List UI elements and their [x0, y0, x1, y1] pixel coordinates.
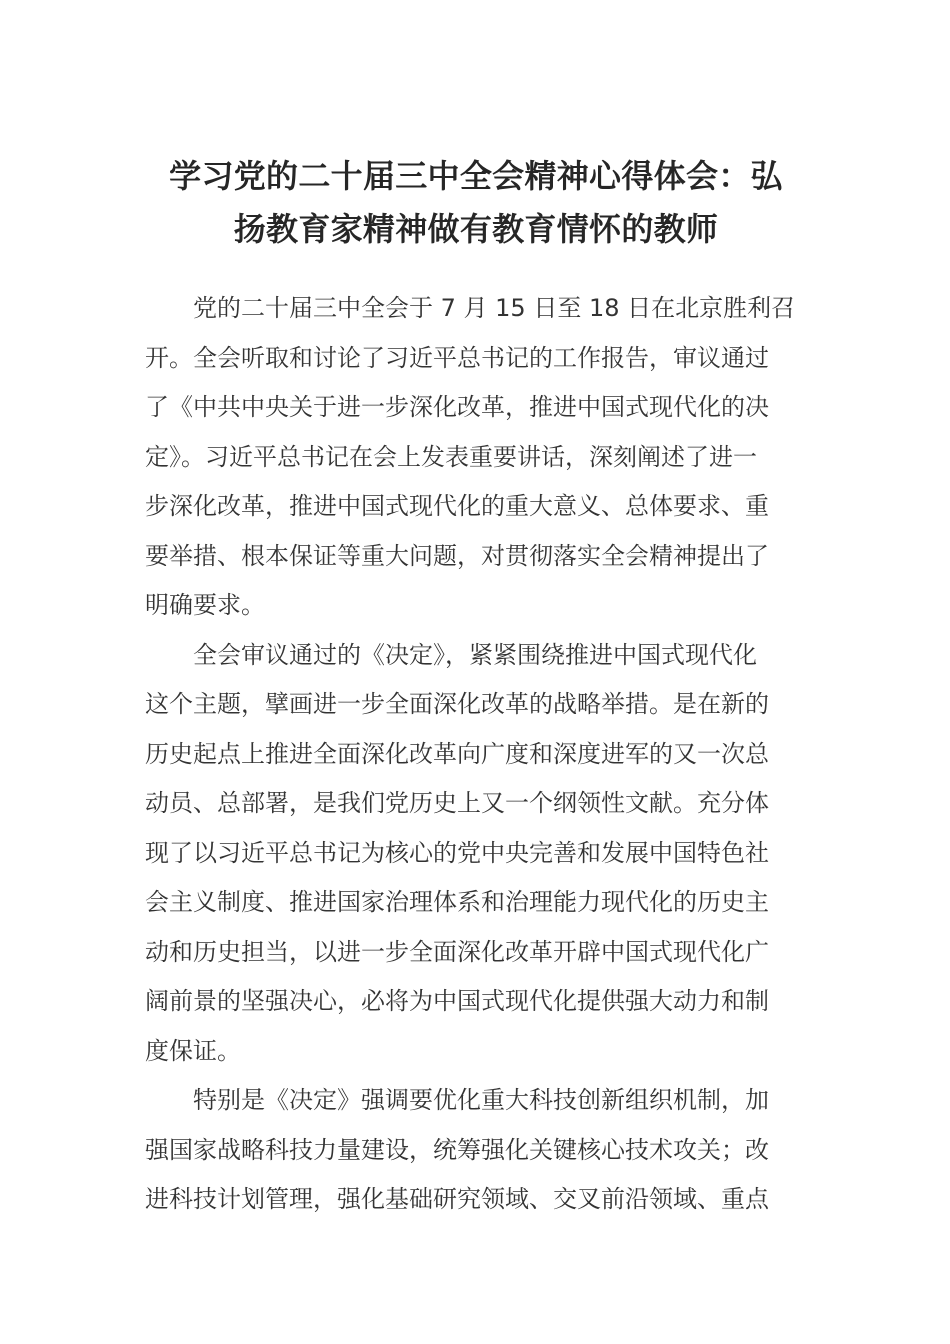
paragraph-line: 要举措、根本保证等重大问题，对贯彻落实全会精神提出了 — [145, 541, 769, 570]
paragraph-line: 这个主题，擘画进一步全面深化改革的战略举措。是在新的 — [145, 690, 769, 718]
paragraph-line: 进科技计划管理，强化基础研究领域、交叉前沿领域、重点 — [145, 1185, 769, 1213]
paragraph-line: 党的二十届三中全会于 7 月 15 日至 18 日在北京胜利召 — [193, 294, 796, 322]
document-page — [145, 150, 807, 1225]
paragraph-line: 动员、总部署，是我们党历史上又一个纲领性文献。充分体 — [145, 789, 769, 817]
paragraph-line: 动和历史担当，以进一步全面深化改革开辟中国式现代化广 — [145, 937, 769, 966]
paragraph-2 — [145, 631, 807, 1077]
paragraph-1 — [145, 284, 807, 631]
title-line: 学习党的二十届三中全会精神心得体会：弘 — [169, 157, 783, 195]
paragraph-line: 现了以习近平总书记为核心的党中央完善和发展中国特色社 — [145, 838, 769, 867]
paragraph-line: 定》。习近平总书记在会上发表重要讲话，深刻阐述了进一 — [145, 442, 757, 471]
paragraph-line: 开。全会听取和讨论了习近平总书记的工作报告，审议通过 — [145, 343, 769, 372]
paragraph-line: 明确要求。 — [145, 591, 265, 619]
paragraph-line: 度保证。 — [145, 1036, 241, 1065]
paragraph-line: 步深化改革，推进中国式现代化的重大意义、总体要求、重 — [145, 492, 769, 520]
paragraph-3 — [145, 1076, 807, 1225]
document-body — [145, 284, 807, 1225]
paragraph-line: 了《中共中央关于进一步深化改革，推进中国式现代化的决 — [145, 393, 769, 421]
paragraph-line: 强国家战略科技力量建设，统筹强化关键核心技术攻关；改 — [145, 1135, 769, 1164]
paragraph-line: 历史起点上推进全面深化改革向广度和深度进军的又一次总 — [145, 739, 769, 768]
document-title — [145, 150, 807, 256]
paragraph-line: 阔前景的坚强决心，必将为中国式现代化提供强大动力和制 — [145, 987, 769, 1015]
title-line: 扬教育家精神做有教育情怀的教师 — [233, 210, 719, 248]
paragraph-line: 特别是《决定》强调要优化重大科技创新组织机制，加 — [193, 1086, 769, 1114]
paragraph-line: 会主义制度、推进国家治理体系和治理能力现代化的历史主 — [145, 888, 769, 916]
paragraph-line: 全会审议通过的《决定》，紧紧围绕推进中国式现代化 — [193, 640, 757, 669]
